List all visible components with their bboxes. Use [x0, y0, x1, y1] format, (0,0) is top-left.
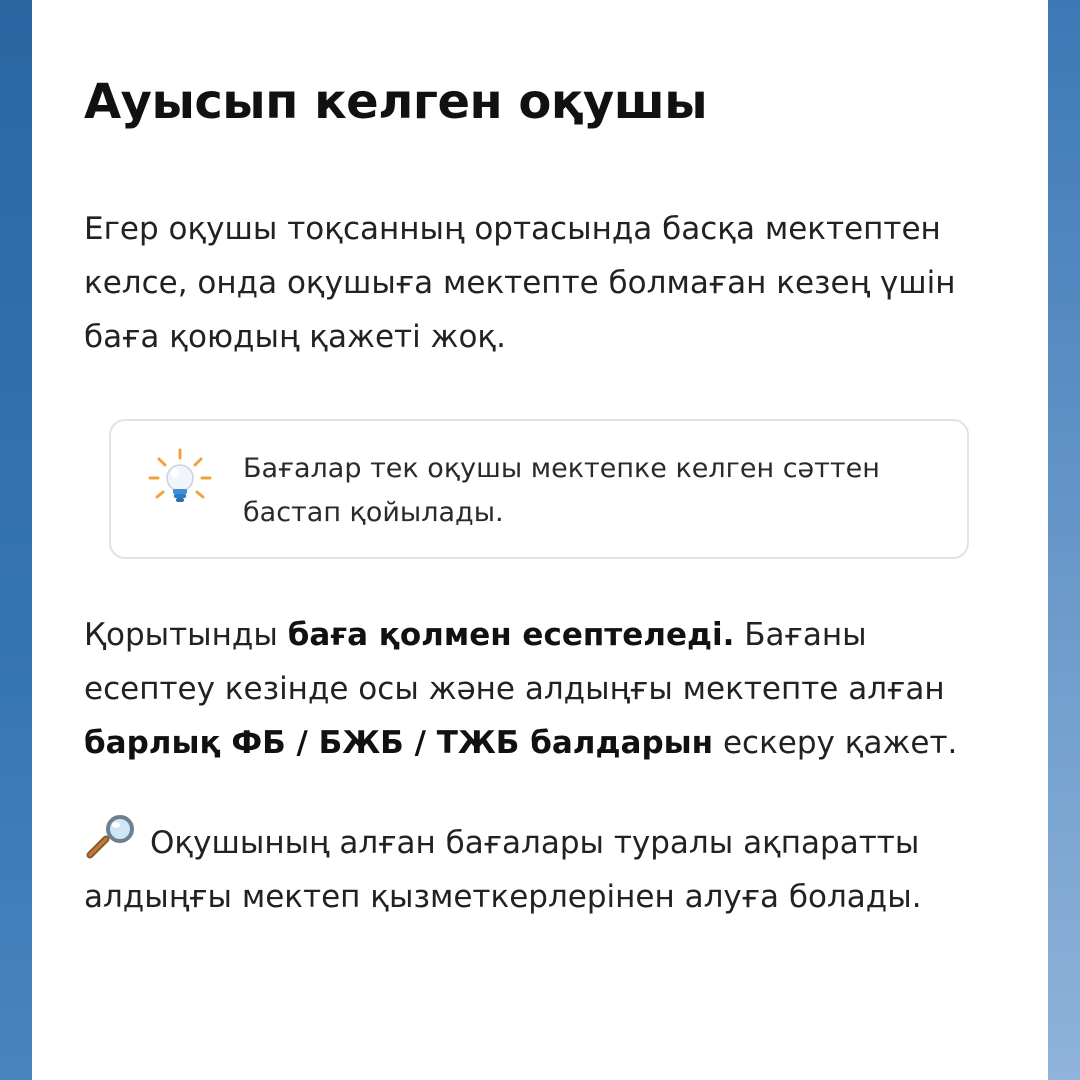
- intro-paragraph: Егер оқушы тоқсанның ортасында басқа мектептен келсе, онда оқушыға мектепте болмаған кезең үшін баға қоюдың қажеті жоқ.: [84, 211, 956, 355]
- note-paragraph: [84, 815, 1004, 924]
- summary-text: ескеру қажет.: [713, 725, 958, 761]
- content-page: [32, 0, 1048, 1080]
- summary-bold-text: баға қолмен есептеледі.: [287, 617, 735, 653]
- page-title: Ауысып келген оқушы: [84, 74, 708, 130]
- frame-right-border: [1048, 0, 1080, 1080]
- summary-paragraph: [84, 608, 1004, 770]
- summary-text: Бағаны есептеу кезінде осы және алдыңғы мектепте алған: [84, 617, 945, 707]
- lightbulb-icon: [147, 447, 213, 513]
- magnifier-icon: [84, 815, 142, 859]
- tip-text: Бағалар тек оқушы мектепке келген сәттен бастап қойылады.: [243, 453, 880, 528]
- tip-callout: [109, 419, 969, 559]
- frame-left-border: [0, 0, 32, 1080]
- summary-text: Қорытынды: [84, 617, 288, 653]
- note-text: Оқушының алған бағалары туралы ақпаратты алдыңғы мектеп қызметкерлерінен алуға болады.: [84, 825, 922, 915]
- summary-bold-text: барлық ФБ / БЖБ / ТЖБ балдарын: [84, 725, 714, 761]
